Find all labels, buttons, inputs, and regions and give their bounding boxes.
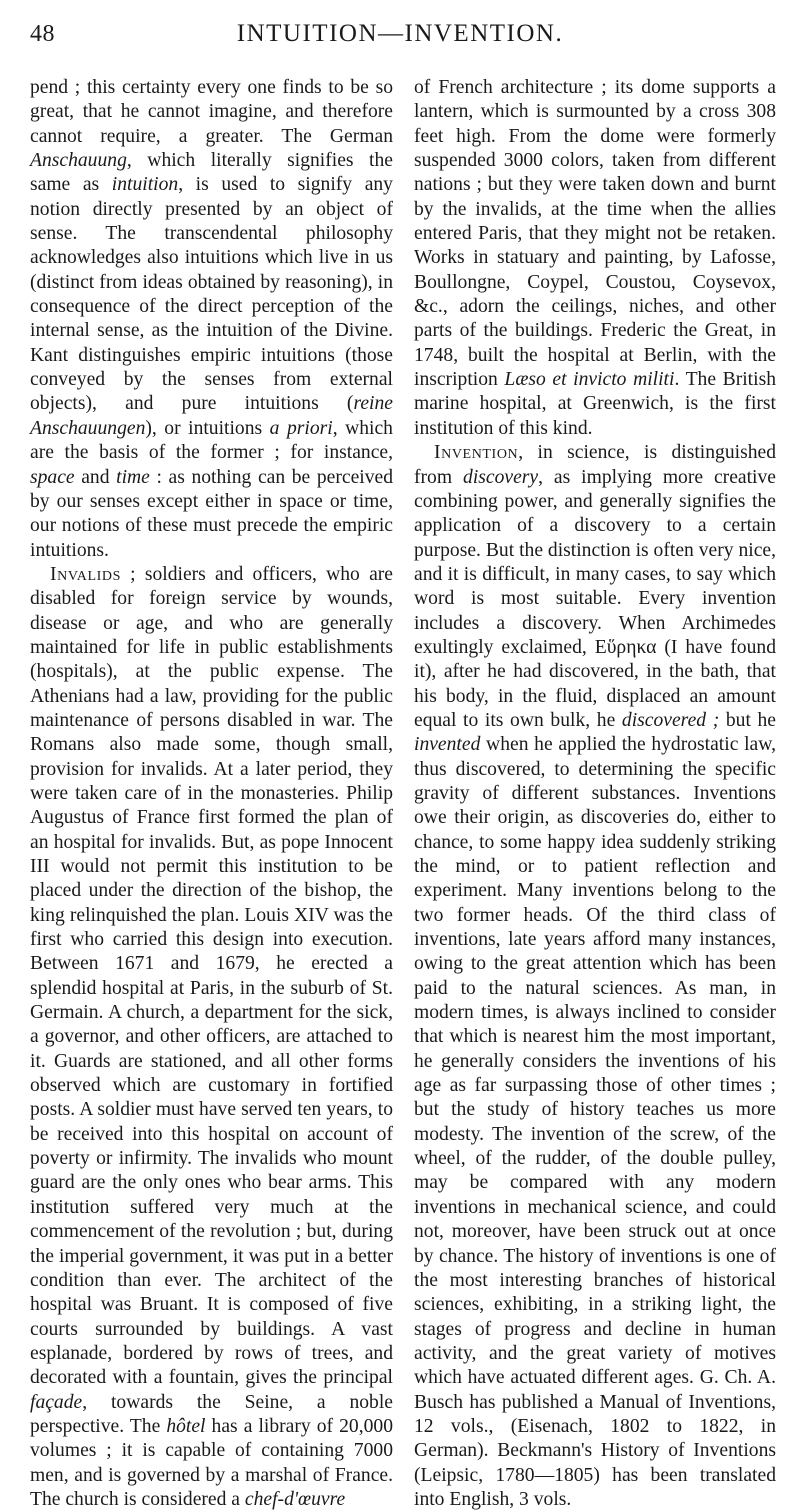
term-time: time <box>116 466 150 488</box>
term-eureka: Εὕρηκα <box>594 636 657 658</box>
running-title: INTUITION—INVENTION. <box>236 20 564 47</box>
term-chef-doeuvre: chef-d'œuvre <box>244 1488 346 1510</box>
page-number: 48 <box>30 21 55 47</box>
right-column <box>414 76 776 1512</box>
term-intuition: intuition <box>111 174 179 196</box>
term-hotel: hôtel <box>166 1415 206 1437</box>
term-a-priori: a priori <box>269 417 333 439</box>
invalids-entry-continuation: of French architecture ; its dome supports a lantern, which is surmounted by a cross 308 feet high. From the dome were formerly suspended 3000 colors, taken from different nations ; but they were taken down and burnt by the invalids, at the time when the allies entered Paris, that they might not be retaken. Works in statuary and painting, by Lafosse, Boullongne, Coypel, Coustou, Coysevox, &c., adorn the ceilings, niches, and other parts of the buildings. Frederic the Great, in 1748, built the hospital at Berlin, with the inscription Læso et invicto militi. The British marine hospital, at Greenwich, is the first institution of this kind. <box>414 77 776 439</box>
intuition-entry-continuation: pend ; this certainty every one finds to be so great, that he cannot imagine, and therefore cannot require, a greater. The German Anschauung, which literally signifies the same as intuition, is used to signify any notion directly presented by an object of sense. The transcendental philosophy acknowledges also intuitions which live in us (distinct from ideas obtained by reasoning), in consequence of the direct perception of the internal sense, as the intuition of the Divine. Kant distinguishes empiric intuitions (those conveyed by the senses from external objects), and pure intuitions (reine Anschauungen), or intuitions a priori, which are the basis of the former ; for instance, space and time : as nothing can be perceived by our senses except either in space or time, our notions of these must precede the empiric intuitions. <box>30 77 393 561</box>
term-facade: façade <box>30 1391 83 1413</box>
invention-entry: Invention, in science, is distinguished from discovery, as implying more creative combining power, and generally signifies the application of a discovery to a certain purpose. But the distinction is often very nice, and it is difficult, in many cases, to say which word is most suitable. Every invention includes a discovery. When Archimedes exultingly exclaimed, Εὕρηκα (I have found it), after he had discovered, in the bath, that his body, in the fluid, displaced an amount equal to its own bulk, he discovered ; but he invented when he applied the hydrostatic law, thus discovered, to determining the specific gravity of different substances. Inventions owe their origin, as discoveries do, either to chance, to some happy idea suddenly striking the mind, or to patient reflection and experiment. Many inventions belong to the two former heads. Of the third class of inventions, late years afford many instances, owing to the great attention which has been paid to the natural sciences. As man, in modern times, is always inclined to consider that which is nearest him the most important, he generally considers the inventions of his age as far surpassing those of other times ; but the study of history teaches us more modesty. The invention of the screw, of the wheel, of the rudder, of the double pulley, may be compared with any modern inventions in mechanical science, and could not, moreover, have been struck out at once by chance. The history of inventions is one of the most interesting branches of historical sciences, exhibiting, in a striking light, the stages of progress and decline in human activity, and the great variety of motives which have actuated different ages. G. Ch. A. Busch has published a Manual of Inventions, 12 vols., (Eisenach, 1802 to 1822, in German). Beckmann's History of Inventions (Leipsic, 1780—1805) has been translated into English, 3 vols. <box>414 442 777 1510</box>
invalids-entry: Invalids ; soldiers and officers, who are disabled for foreign service by wounds, disease or age, and who are generally maintained for life in public establishments (hospitals), at the public expense. The Athenians had a law, providing for the public maintenance of persons disabled in war. The Romans also made some, though small, provision for invalids. At a later period, they were taken care of in the monasteries. Philip Augustus of France first formed the plan of an hospital for invalids. But, as pope Innocent III would not permit this institution to be placed under the direction of the bishop, the king relinquished the plan. Louis XIV was the first who carried this design into execution. Between 1671 and 1679, he erected a splendid hospital at Paris, in the suburb of St. Germain. A church, a department for the sick, a governor, and other officers, are attached to it. Guards are stationed, and all other forms observed which are customary in fortified posts. A soldier must have served ten years, to be received into this hospital on account of poverty or infirmity. The invalids who mount guard are the only ones who bear arms. This institution suffered very much at the commencement of the revolution ; but, during the imperial government, it was put in a better condition than ever. The architect of the hospital was Bruant. It is composed of five courts surrounded by buildings. A vast esplanade, bordered by rows of trees, and decorated with a fountain, gives the principal façade, towards the Seine, a noble perspective. The hôtel has a library of 20,000 volumes ; it is capable of containing 7000 men, and is governed by a marshal of France. The church is considered a chef-d'œuvre <box>30 563 393 1510</box>
running-head <box>30 18 770 58</box>
headword-invalids: Invalids <box>50 563 121 585</box>
term-laeso-et-invicto-militi: Læso et invicto militi <box>504 369 675 391</box>
term-reine-anschauungen: reine Anschauungen <box>30 393 393 439</box>
term-discovery: discovery <box>463 466 539 488</box>
headword-invention: Invention <box>434 442 519 464</box>
term-space: space <box>30 466 75 488</box>
term-invented: invented <box>414 734 481 756</box>
term-discovered: discovered ; <box>621 709 720 731</box>
invalids-text-carryover: of French architecture ; its dome supports a lantern, which is surmounted by a cross 308 feet high. From the dome were formerly suspended 3000 colors, taken from different nations ; but they were taken down and burnt by the invalids, at the time when the allies entered Paris, that they might not be retaken. Works in statuary and painting, by Lafosse, Boullongne, Coypel, Coustou, Coysevox, &c., adorn the ceilings, niches, and other parts of the buildings. Frederic the Great, in 1748, built the hospital at Berlin, with the inscription <box>414 77 776 391</box>
left-column <box>30 76 393 1512</box>
term-anschauung: Anschauung <box>30 150 127 172</box>
